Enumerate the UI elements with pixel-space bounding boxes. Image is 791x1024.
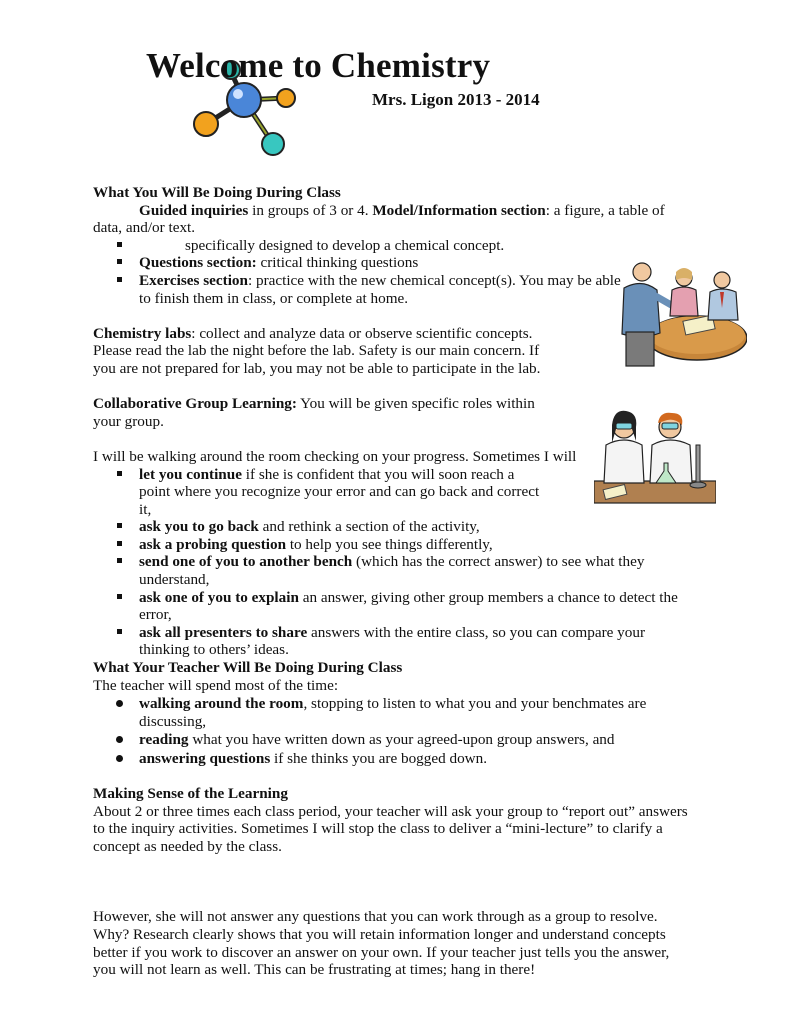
guided-inquiries-label: Guided inquiries xyxy=(139,201,249,219)
teacher-list xyxy=(93,695,693,767)
collab-paragraph xyxy=(93,395,561,430)
collab-text: You will be given specific roles within your group. xyxy=(93,395,535,430)
list-item-text: critical thinking questions xyxy=(256,254,419,272)
sense-paragraph: About 2 or three times each class period, your teacher will ask your group to “report out” answers to the inquiry activities. Sometimes I will stop the class to deliver a “mini-lecture” to clarify a concept as needed by the class. xyxy=(93,802,688,855)
list-item-label: let you continue xyxy=(139,465,242,483)
list-item-text: an answer, giving other group members a chance to detect the error, xyxy=(139,588,678,624)
list-item xyxy=(93,466,549,519)
list-item-label: ask one of you to explain xyxy=(139,588,299,606)
list-item-label: send one of you to another bench xyxy=(139,553,353,571)
labs-label: Chemistry labs xyxy=(93,324,192,342)
list-item xyxy=(93,272,621,307)
list-item-text: and rethink a section of the activity, xyxy=(258,518,480,536)
list-item-label: Questions section: xyxy=(139,254,257,272)
sense-heading: Making Sense of the Learning xyxy=(93,785,288,803)
list-item-text: answers with the entire class, so you can compare your thinking to others’ ideas. xyxy=(139,623,646,659)
section-heading-class: What You Will Be Doing During Class xyxy=(93,184,341,201)
list-item xyxy=(93,750,693,768)
guided-inquiries-paragraph xyxy=(93,202,693,237)
list-item xyxy=(93,589,693,624)
walking-list xyxy=(93,466,693,660)
list-item-label: reading xyxy=(139,731,189,749)
section-list xyxy=(93,237,693,307)
list-item-text: specifically designed to develop a chemical concept. xyxy=(185,236,505,254)
walking-intro: I will be walking around the room checking on your progress. Sometimes I will xyxy=(93,447,577,465)
model-section-label: Model/Information section xyxy=(372,201,546,219)
list-item xyxy=(93,731,693,749)
list-item-label: ask all presenters to share xyxy=(139,623,308,641)
list-item-label: ask you to go back xyxy=(139,518,259,536)
model-section-text: : a figure, a table of data, and/or text. xyxy=(93,201,665,237)
list-item xyxy=(93,518,693,536)
list-item xyxy=(93,624,693,659)
closing-paragraph: However, she will not answer any questions that you can work through as a group to resolve. Why? Research clearly shows that you will retain information longer and understand concepts better if you work to discover an answer on your own. If your teacher just tells you the answer, you will not learn as well. This can be frustrating at times; hang in there! xyxy=(93,908,670,979)
guided-inquiries-text: in groups of 3 or 4. xyxy=(248,201,373,219)
list-item-text: if she is confident that you will soon reach a point where you recognize your error and can go back and correct it, xyxy=(139,465,540,518)
teacher-heading: What Your Teacher Will Be Doing During Class xyxy=(93,659,403,677)
list-item-text: (which has the correct answer) to see what they understand, xyxy=(139,553,645,589)
list-item xyxy=(93,237,693,255)
labs-paragraph xyxy=(93,325,563,378)
list-item xyxy=(93,695,693,730)
list-item xyxy=(93,254,693,272)
document-body xyxy=(93,184,693,979)
list-item xyxy=(93,536,693,554)
list-item xyxy=(93,553,709,588)
teacher-year: Mrs. Ligon 2013 - 2014 xyxy=(372,90,540,109)
list-item-label: Exercises section xyxy=(139,271,248,289)
collab-label: Collaborative Group Learning: xyxy=(93,395,297,413)
list-item-label: walking around the room xyxy=(139,695,304,713)
list-item-label: ask a probing question xyxy=(139,535,287,553)
list-item-text: what you have written down as your agreed-upon group answers, and xyxy=(188,731,615,749)
page-title: Welcome to Chemistry xyxy=(146,46,491,85)
list-item-label: answering questions xyxy=(139,750,271,767)
labs-text: : collect and analyze data or observe scientific concepts. Please read the lab the night before the lab. Safety is our main concern. If you are not prepared for lab, you may not be able to participate in the lab. xyxy=(93,324,541,377)
teacher-intro: The teacher will spend most of the time: xyxy=(93,676,339,694)
list-item-text: to help you see things differently, xyxy=(286,535,493,553)
list-item-text: , stopping to listen to what you and your benchmates are discussing, xyxy=(139,695,647,730)
list-item-text: if she thinks you are bogged down. xyxy=(270,750,488,767)
list-item-text: : practice with the new chemical concept(s). You may be able to finish them in class, or complete at home. xyxy=(139,271,621,307)
